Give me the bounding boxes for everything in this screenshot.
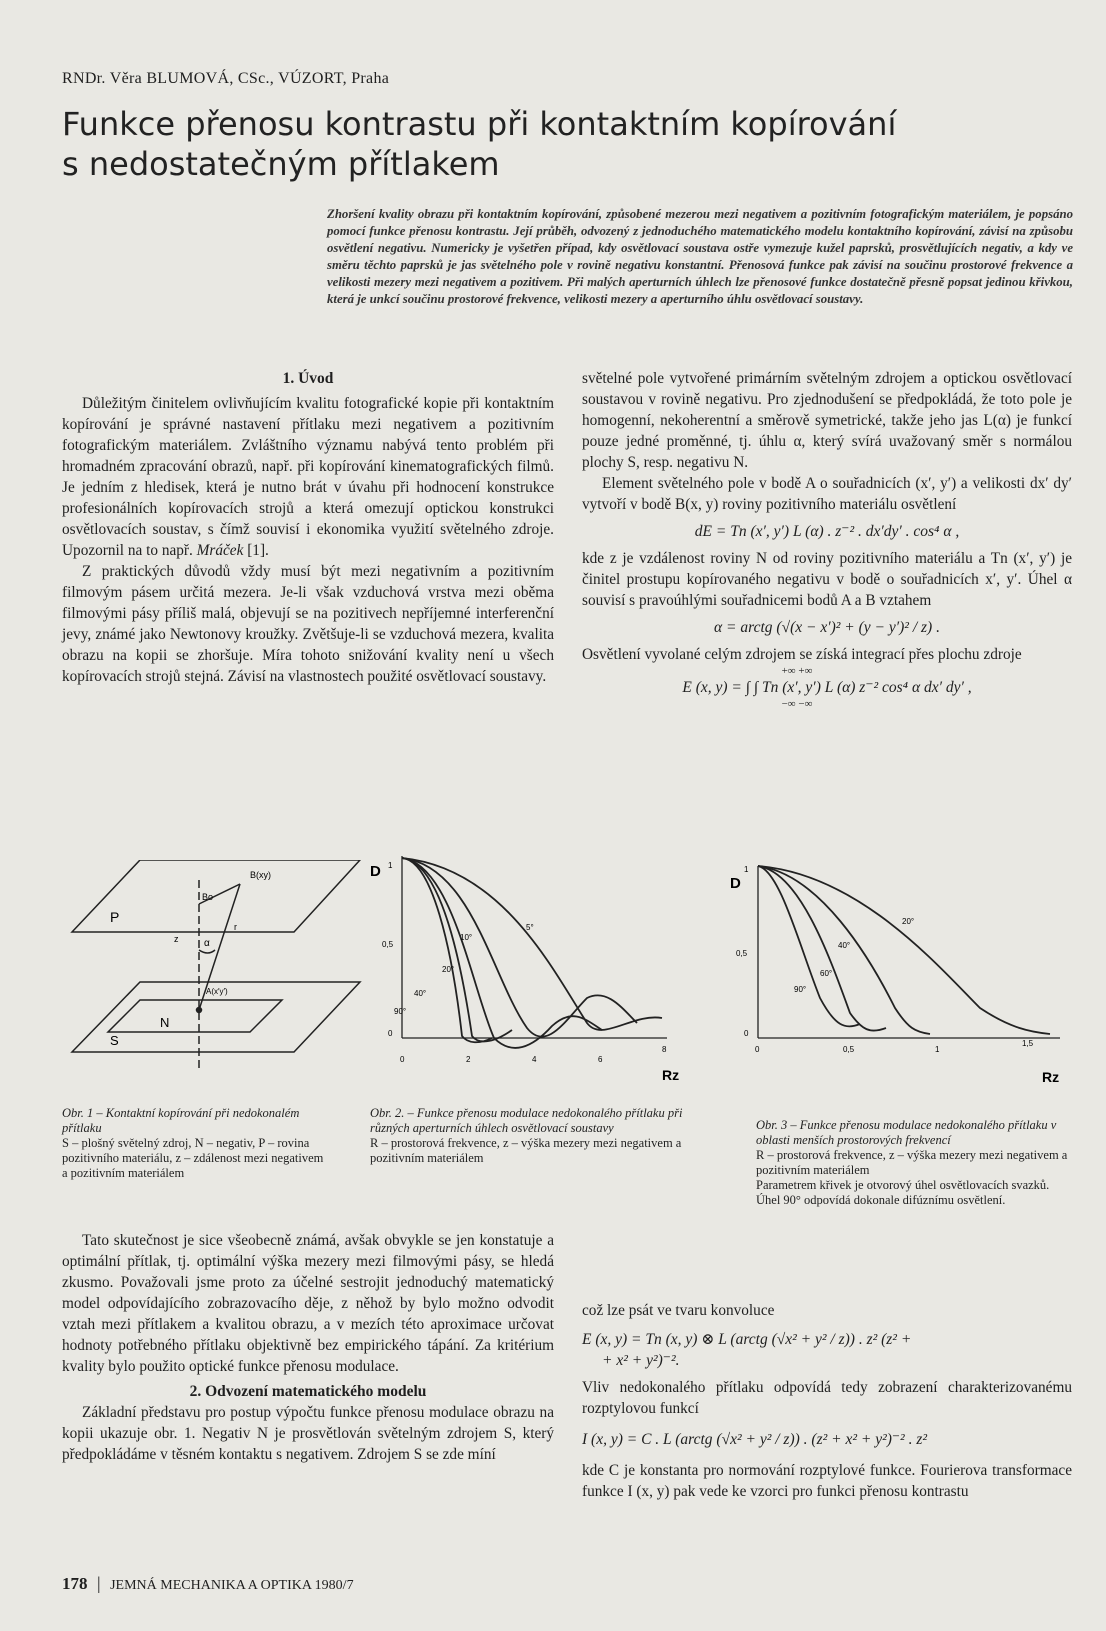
fig2-ytick-0: 0	[388, 1029, 393, 1038]
fig2-curve-label-20: 20°	[442, 965, 455, 974]
model-paragraph: Základní představu pro postup výpočtu funkce přenosu modulace obrazu na kopii ukazuje obr. 1. Negativ N je prosvětlován světelným zdrojem S, který předpokládáme v těsném kontaktu s negativem. Zdrojem S se zde míní	[62, 1404, 554, 1463]
article-title	[62, 104, 1062, 184]
constant-paragraph: kde C je konstanta pro normování rozptylové funkce. Fourierova transformace funkce I (x, y) pak vede ke vzorci pro funkci přenosu kontrastu	[582, 1462, 1072, 1500]
fig3-curve-60	[758, 866, 886, 1031]
convolution-intro: což lze psát ve tvaru konvoluce	[582, 1302, 775, 1319]
integral-lower-limits: −∞ −∞	[781, 698, 813, 710]
fig2-curve-20	[402, 858, 602, 1048]
abstract: Zhoršení kvality obrazu při kontaktním kopírování, způsobené mezerou mezi negativem a pozitivním fotografickým materiálem, je popsáno pomocí funkce přenosu kontrastu. Její průběh, odvozený z jednoduchého matematického modelu kontaktního kopírování, závisí na způsobu osvětlení negativu. Numericky je vyšetřen případ, kdy osvětlovací soustava ostře vymezuje kužel paprsků, prosvětlujících negativ, a kdy ve směru těchto paprsků je jas světelného pole v rovině negativu konstantní. Přenosová funkce pak závisí na součinu prostorové frekvence a velikosti mezery mezi negativem a pozitivem. Při malých aperturních úhlech lze přenosové funkce dostatečně přesně popsat jedinou křivkou, která je unkcí součinu prostorové frekvence, velikosti mezery a aperturního úhlu osvětlovací soustavy.	[327, 207, 1073, 306]
fig2-ytick-05: 0,5	[382, 940, 394, 949]
element-paragraph: Element světelného pole v bodě A o souřadnicích (x′, y′) a velikosti dx′ dy′ vytvoří v bodě B(x, y) roviny pozitivního materiálu osvětlení	[582, 475, 1072, 513]
left-column-bottom	[62, 1230, 554, 1465]
integral-upper-limits: +∞ +∞	[781, 665, 813, 677]
intro-paragraph-2: Z praktických důvodů vždy musí být mezi negativním a pozitivním filmovým pásem určitá mezera. Je-li však vzduchová vrstva mezi oběma filmovými pásy příliš malá, objevují se na pozitivech nepříjemné interferenční jevy, známé jako Newtonovy kroužky. Zvětšuje-li se vzduchová mezera, kvalita obrazu na kopii se zhoršuje. Míra tohoto snižování kvality není u všech kopírovacích strojů stejná. Závisí na vlastnostech použité osvětlovací soustavy.	[62, 563, 554, 685]
fig2-x-label: Rz	[662, 1067, 680, 1083]
fig2-y-label: D	[370, 863, 381, 880]
label-s: S	[110, 1033, 119, 1048]
page-number: 178	[62, 1574, 88, 1593]
figure-1-caption-body: S – plošný světelný zdroj, N – negativ, P – rovina pozitivního materiálu, z – zdálenost mezi negativem a pozitivním materiálem	[62, 1136, 324, 1180]
figure-1-caption	[62, 1106, 330, 1181]
figure-3-caption-title: Obr. 3 – Funkce přenosu modulace nedokonalého přítlaku v oblasti menších prostorových frekvencí	[756, 1118, 1057, 1147]
label-alpha: α	[204, 938, 210, 949]
fig3-xtick-0: 0	[755, 1045, 760, 1054]
fig2-xtick-6: 6	[598, 1055, 603, 1064]
motivation-paragraph: Tato skutečnost je sice všeobecně známá, avšak obvykle se jen konstatuje a optimální přítlak, tj. optimální výška mezery mezi filmovými pásy, se hledá zkusmo. Považovali jsme proto za účelné sestrojit jednoduchý matematický model odpovídajícího zobrazovacího děje, z něhož by bylo možno odvodit vztah mezi přítlakem a kvalitou obrazu, a v mezích této aproximace určovat hodnoty potřebného přítlaku objektivně bez empirického tápání. Za kritérium kvality bylo použito optické funkce přenosu modulace.	[62, 1232, 554, 1375]
left-column-top	[62, 368, 554, 687]
fig3-xtick-15: 1,5	[1022, 1039, 1034, 1048]
intro-paragraph-1-text: Důležitým činitelem ovlivňujícím kvalitu fotografické kopie při kontaktním kopírování je správné nastavení přítlaku mezi negativem a pozitivním fotografickým materiálem. Zvláštního významu nabývá tento problém při hromadném zpracování obrazů, např. při kopírování kinematografických filmů. Je jedním z hledisek, která je nutno brát v úvahu při hodnocení konstrukce profesionálních kopírovacích strojů a která omezují optickou konstrukci osvětlovacích soustav, s čímž souvisí i ekonomika využití světelného zdroje. Upozornil na to např.	[62, 395, 554, 559]
figure-2-caption-title: Obr. 2. – Funkce přenosu modulace nedokonalého přítlaku při různých aperturních úhlech osvětlovací soustavy	[370, 1106, 683, 1135]
label-n: N	[160, 1015, 170, 1030]
fig2-curve-90	[402, 858, 492, 1042]
title-line-2: s nedostatečným přítlakem	[62, 145, 500, 183]
label-r: r	[234, 922, 237, 932]
light-field-paragraph: světelné pole vytvořené primárním světelným zdrojem a optickou osvětlovací soustavou v rovině negativu. Pro zjednodušení se předpokládá, že toto pole je homogenní, nekoherentní a směrově symetrické, takže jeho jas L(α) je funkcí pouze jedné proměnné, tj. úhlu α, který svírá uvažovaný směr s normálou plochy S, resp. negativu N.	[582, 370, 1072, 471]
fig2-ytick-1: 1	[388, 861, 393, 870]
equation-convolution-a: E (x, y) = Tn (x, y) ⊗ L (arctg (√x² + y² / z)) . z² (z² +	[582, 1331, 912, 1348]
right-column-top	[582, 368, 1072, 710]
point-a	[197, 1008, 202, 1013]
equation-alpha: α = arctg (√(x − x′)² + (y − y′)² / z) .	[714, 619, 940, 636]
right-column-bottom	[582, 1300, 1072, 1502]
spread-function-paragraph: Vliv nedokonalého přítlaku odpovídá tedy zobrazení charakterizovanému rozptylovou funkcí	[582, 1379, 1072, 1417]
fig2-curve-label-10: 10°	[460, 933, 473, 942]
reference-number: [1].	[243, 542, 269, 559]
fig3-y-label: D	[730, 875, 741, 892]
equation-de: dE = Tn (x′, y′) L (α) . z⁻² . dx′dy′ . cos⁴ α ,	[694, 523, 960, 540]
label-b: B(xy)	[250, 870, 271, 880]
fig3-curve-label-60: 60°	[820, 969, 833, 978]
figure-3-caption-body: R – prostorová frekvence, z – výška mezery mezi negativem a pozitivním materiálem	[756, 1148, 1068, 1177]
fig3-ytick-0: 0	[744, 1029, 749, 1038]
fig2-curve-40	[402, 858, 512, 1041]
intro-paragraph-1	[62, 393, 554, 561]
title-line-1: Funkce přenosu kontrastu při kontaktním kopírování	[62, 105, 897, 143]
fig3-curve-label-90: 90°	[794, 985, 807, 994]
fig2-xtick-8: 8	[662, 1045, 667, 1054]
angle-arc	[199, 950, 215, 953]
figure-3-chart	[720, 848, 1070, 1098]
fig3-ytick-1: 1	[744, 865, 749, 874]
equation-convolution-b: + x² + y²)⁻².	[602, 1352, 680, 1369]
figure-1-diagram	[62, 860, 362, 1100]
figure-1-caption-title: Obr. 1 – Kontaktní kopírování při nedokonalém přítlaku	[62, 1106, 300, 1135]
figure-2-caption-body: R – prostorová frekvence, z – výška mezery mezi negativem a pozitivním materiálem	[370, 1136, 682, 1165]
figure-3-caption-extra: Parametrem křivek je otvorový úhel osvětlovacích svazků. Úhel 90° odpovídá dokonale difúznímu osvětlení.	[756, 1178, 1050, 1207]
fig2-curve-5	[402, 858, 662, 1030]
fig2-xtick-0: 0	[400, 1055, 405, 1064]
label-p: P	[110, 909, 120, 925]
label-z: z	[174, 934, 179, 944]
figure-3-caption	[756, 1118, 1076, 1208]
label-bo: Bo	[202, 892, 214, 902]
section-heading-model: 2. Odvození matematického modelu	[189, 1383, 427, 1400]
fig3-curve-label-40: 40°	[838, 941, 851, 950]
fig2-xtick-4: 4	[532, 1055, 537, 1064]
fig3-xtick-1: 1	[935, 1045, 940, 1054]
label-a: A(x′y′)	[206, 987, 228, 996]
equation-integral: E (x, y) = ∫ ∫ Tn (x′, y′) L (α) z⁻² cos⁴ α dx′ dy′ ,	[682, 679, 972, 696]
footer-separator: |	[97, 1573, 101, 1593]
reference-author: Mráček	[196, 542, 244, 559]
fig3-xtick-05: 0,5	[843, 1045, 855, 1054]
journal-name: JEMNÁ MECHANIKA A OPTIKA 1980/7	[110, 1578, 354, 1593]
fig3-ytick-05: 0,5	[736, 949, 748, 958]
fig2-curve-label-5: 5°	[526, 923, 534, 932]
where-paragraph: kde z je vzdálenost roviny N od roviny pozitivního materiálu a Tn (x′, y′) je činitel prostupu kopírovaného negativu v bodě o souřadnicích x′, y′. Úhel α souvisí s pravoúhlými souřadnicemi bodů A a B vztahem	[582, 550, 1072, 609]
section-heading-intro: 1. Úvod	[282, 370, 334, 387]
fig2-curve-label-90: 90°	[394, 1007, 407, 1016]
fig2-xtick-2: 2	[466, 1055, 471, 1064]
fig3-curve-40	[758, 866, 930, 1034]
negative-n	[108, 1000, 282, 1032]
equation-spread-function: I (x, y) = C . L (arctg (√x² + y² / z)) . (z² + x² + y²)⁻² . z²	[582, 1431, 928, 1448]
integration-paragraph: Osvětlení vyvolané celým zdrojem se získá integrací přes plochu zdroje	[582, 646, 1022, 663]
author-line: RNDr. Věra BLUMOVÁ, CSc., VÚZORT, Praha	[62, 70, 390, 87]
figure-2-caption	[370, 1106, 690, 1166]
fig2-curve-label-40: 40°	[414, 989, 427, 998]
fig3-curve-label-20: 20°	[902, 917, 915, 926]
figure-2-chart	[362, 848, 702, 1098]
page-footer	[62, 1573, 354, 1594]
fig3-x-label: Rz	[1042, 1069, 1060, 1085]
